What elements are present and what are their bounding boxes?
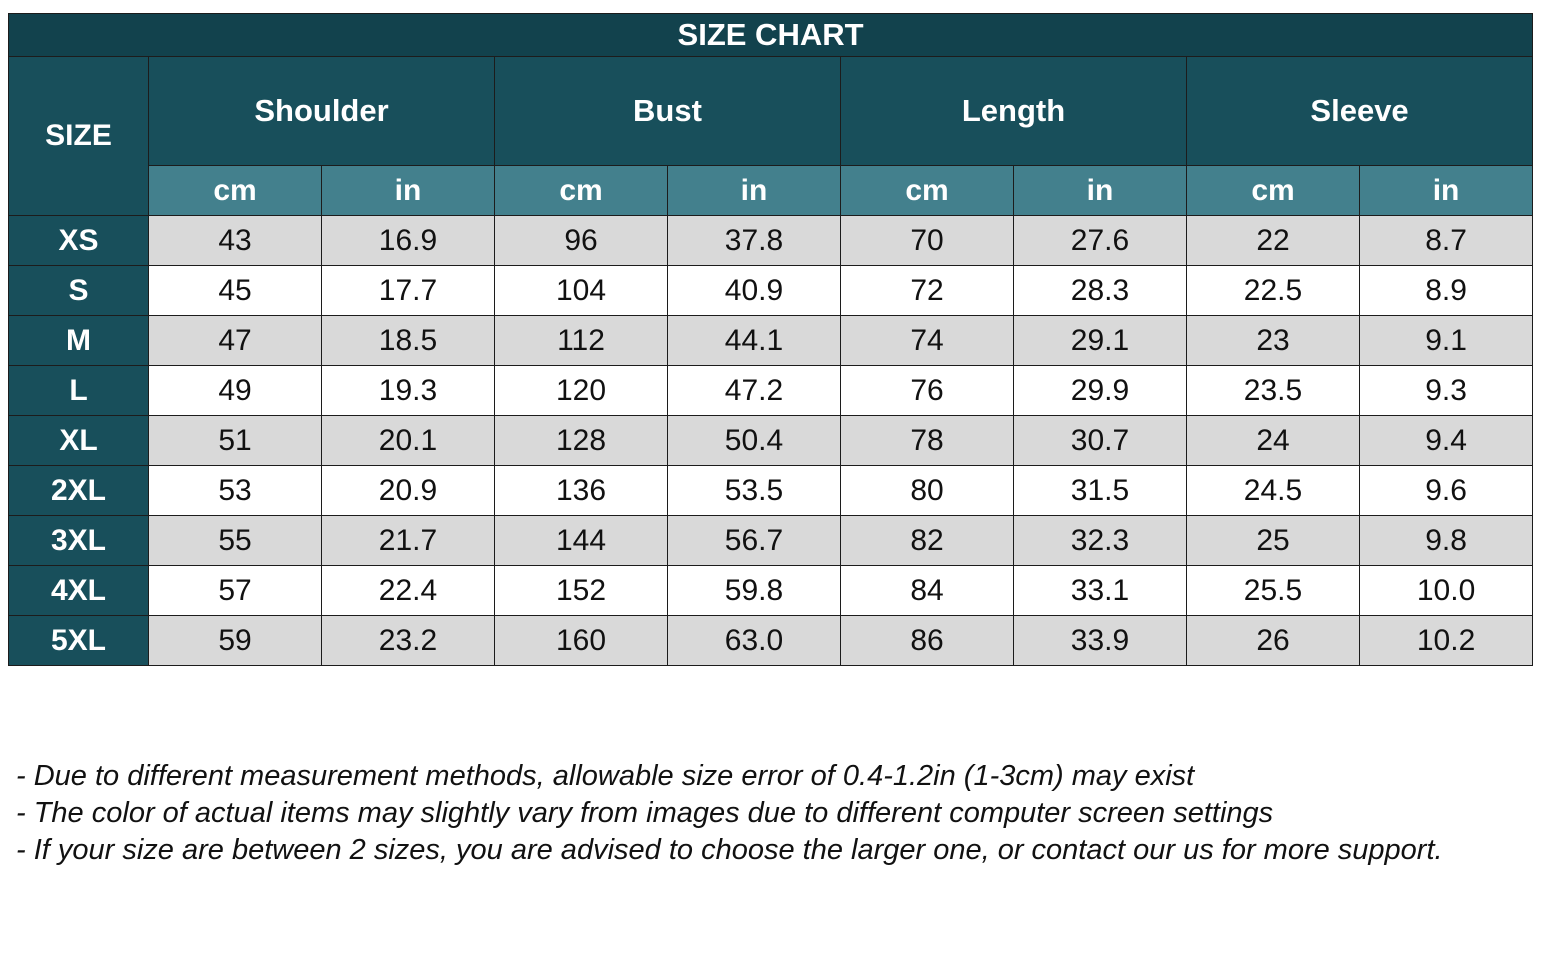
unit-header-shoulder-cm: cm	[149, 166, 322, 216]
measurement-cell: 40.9	[668, 266, 841, 316]
size-column-header: SIZE	[9, 57, 149, 216]
measurement-cell: 23.2	[322, 616, 495, 666]
measurement-cell: 43	[149, 216, 322, 266]
measurement-cell: 53.5	[668, 466, 841, 516]
size-label-cell: S	[9, 266, 149, 316]
size-label-cell: 5XL	[9, 616, 149, 666]
measurement-cell: 21.7	[322, 516, 495, 566]
measurement-cell: 112	[495, 316, 668, 366]
measurement-cell: 74	[841, 316, 1014, 366]
measurement-cell: 24.5	[1187, 466, 1360, 516]
measurement-cell: 9.1	[1360, 316, 1533, 366]
measurement-cell: 10.0	[1360, 566, 1533, 616]
measurement-cell: 25	[1187, 516, 1360, 566]
measurement-cell: 84	[841, 566, 1014, 616]
measurement-cell: 16.9	[322, 216, 495, 266]
notes-section	[16, 758, 1516, 869]
measurement-cell: 76	[841, 366, 1014, 416]
measurement-cell: 78	[841, 416, 1014, 466]
measurement-cell: 17.7	[322, 266, 495, 316]
table-row	[9, 466, 1533, 516]
measurement-cell: 30.7	[1014, 416, 1187, 466]
measurement-cell: 144	[495, 516, 668, 566]
measurement-cell: 55	[149, 516, 322, 566]
group-header-sleeve: Sleeve	[1187, 57, 1533, 166]
measurement-cell: 49	[149, 366, 322, 416]
size-label-cell: 3XL	[9, 516, 149, 566]
measurement-cell: 59.8	[668, 566, 841, 616]
unit-header-bust-in: in	[668, 166, 841, 216]
note-measurement-error: - Due to different measurement methods, allowable size error of 0.4-1.2in (1-3cm) may exist	[16, 760, 1195, 792]
measurement-cell: 8.9	[1360, 266, 1533, 316]
size-chart-table	[8, 13, 1533, 666]
table-row	[9, 216, 1533, 266]
table-row	[9, 516, 1533, 566]
measurement-cell: 20.9	[322, 466, 495, 516]
measurement-cell: 33.1	[1014, 566, 1187, 616]
measurement-cell: 70	[841, 216, 1014, 266]
measurement-cell: 57	[149, 566, 322, 616]
size-label-cell: 4XL	[9, 566, 149, 616]
measurement-cell: 19.3	[322, 366, 495, 416]
measurement-cell: 120	[495, 366, 668, 416]
measurement-cell: 136	[495, 466, 668, 516]
measurement-cell: 47	[149, 316, 322, 366]
measurement-cell: 22	[1187, 216, 1360, 266]
measurement-cell: 152	[495, 566, 668, 616]
measurement-cell: 53	[149, 466, 322, 516]
measurement-cell: 10.2	[1360, 616, 1533, 666]
measurement-cell: 27.6	[1014, 216, 1187, 266]
unit-header-length-cm: cm	[841, 166, 1014, 216]
group-header-length: Length	[841, 57, 1187, 166]
measurement-cell: 104	[495, 266, 668, 316]
measurement-cell: 47.2	[668, 366, 841, 416]
chart-title: SIZE CHART	[9, 14, 1533, 57]
unit-header-sleeve-cm: cm	[1187, 166, 1360, 216]
measurement-cell: 8.7	[1360, 216, 1533, 266]
table-row	[9, 616, 1533, 666]
table-row	[9, 416, 1533, 466]
size-label-cell: L	[9, 366, 149, 416]
unit-header-length-in: in	[1014, 166, 1187, 216]
measurement-cell: 26	[1187, 616, 1360, 666]
measurement-cell: 45	[149, 266, 322, 316]
unit-header-shoulder-in: in	[322, 166, 495, 216]
measurement-cell: 37.8	[668, 216, 841, 266]
size-label-cell: XS	[9, 216, 149, 266]
measurement-cell: 9.4	[1360, 416, 1533, 466]
table-row	[9, 566, 1533, 616]
measurement-cell: 63.0	[668, 616, 841, 666]
measurement-cell: 29.1	[1014, 316, 1187, 366]
measurement-cell: 86	[841, 616, 1014, 666]
measurement-cell: 72	[841, 266, 1014, 316]
measurement-cell: 31.5	[1014, 466, 1187, 516]
measurement-cell: 44.1	[668, 316, 841, 366]
measurement-cell: 51	[149, 416, 322, 466]
group-header-shoulder: Shoulder	[149, 57, 495, 166]
measurement-cell: 32.3	[1014, 516, 1187, 566]
measurement-cell: 128	[495, 416, 668, 466]
measurement-cell: 80	[841, 466, 1014, 516]
size-label-cell: XL	[9, 416, 149, 466]
size-label-cell: 2XL	[9, 466, 149, 516]
unit-header-bust-cm: cm	[495, 166, 668, 216]
measurement-cell: 59	[149, 616, 322, 666]
table-row	[9, 316, 1533, 366]
size-table-body	[9, 216, 1533, 666]
table-row	[9, 266, 1533, 316]
measurement-cell: 22.5	[1187, 266, 1360, 316]
measurement-cell: 56.7	[668, 516, 841, 566]
measurement-cell: 9.3	[1360, 366, 1533, 416]
measurement-cell: 9.6	[1360, 466, 1533, 516]
table-row	[9, 366, 1533, 416]
measurement-cell: 23.5	[1187, 366, 1360, 416]
measurement-cell: 18.5	[322, 316, 495, 366]
measurement-cell: 22.4	[322, 566, 495, 616]
group-header-bust: Bust	[495, 57, 841, 166]
measurement-cell: 29.9	[1014, 366, 1187, 416]
measurement-cell: 33.9	[1014, 616, 1187, 666]
measurement-cell: 28.3	[1014, 266, 1187, 316]
size-label-cell: M	[9, 316, 149, 366]
unit-header-sleeve-in: in	[1360, 166, 1533, 216]
measurement-cell: 24	[1187, 416, 1360, 466]
measurement-cell: 82	[841, 516, 1014, 566]
measurement-cell: 23	[1187, 316, 1360, 366]
measurement-cell: 96	[495, 216, 668, 266]
measurement-cell: 25.5	[1187, 566, 1360, 616]
measurement-cell: 20.1	[322, 416, 495, 466]
measurement-cell: 50.4	[668, 416, 841, 466]
note-size-advice: - If your size are between 2 sizes, you are advised to choose the larger one, or contact our us for more support.	[16, 834, 1443, 866]
note-color-variation: - The color of actual items may slightly vary from images due to different computer screen settings	[16, 797, 1274, 829]
measurement-cell: 9.8	[1360, 516, 1533, 566]
measurement-cell: 160	[495, 616, 668, 666]
